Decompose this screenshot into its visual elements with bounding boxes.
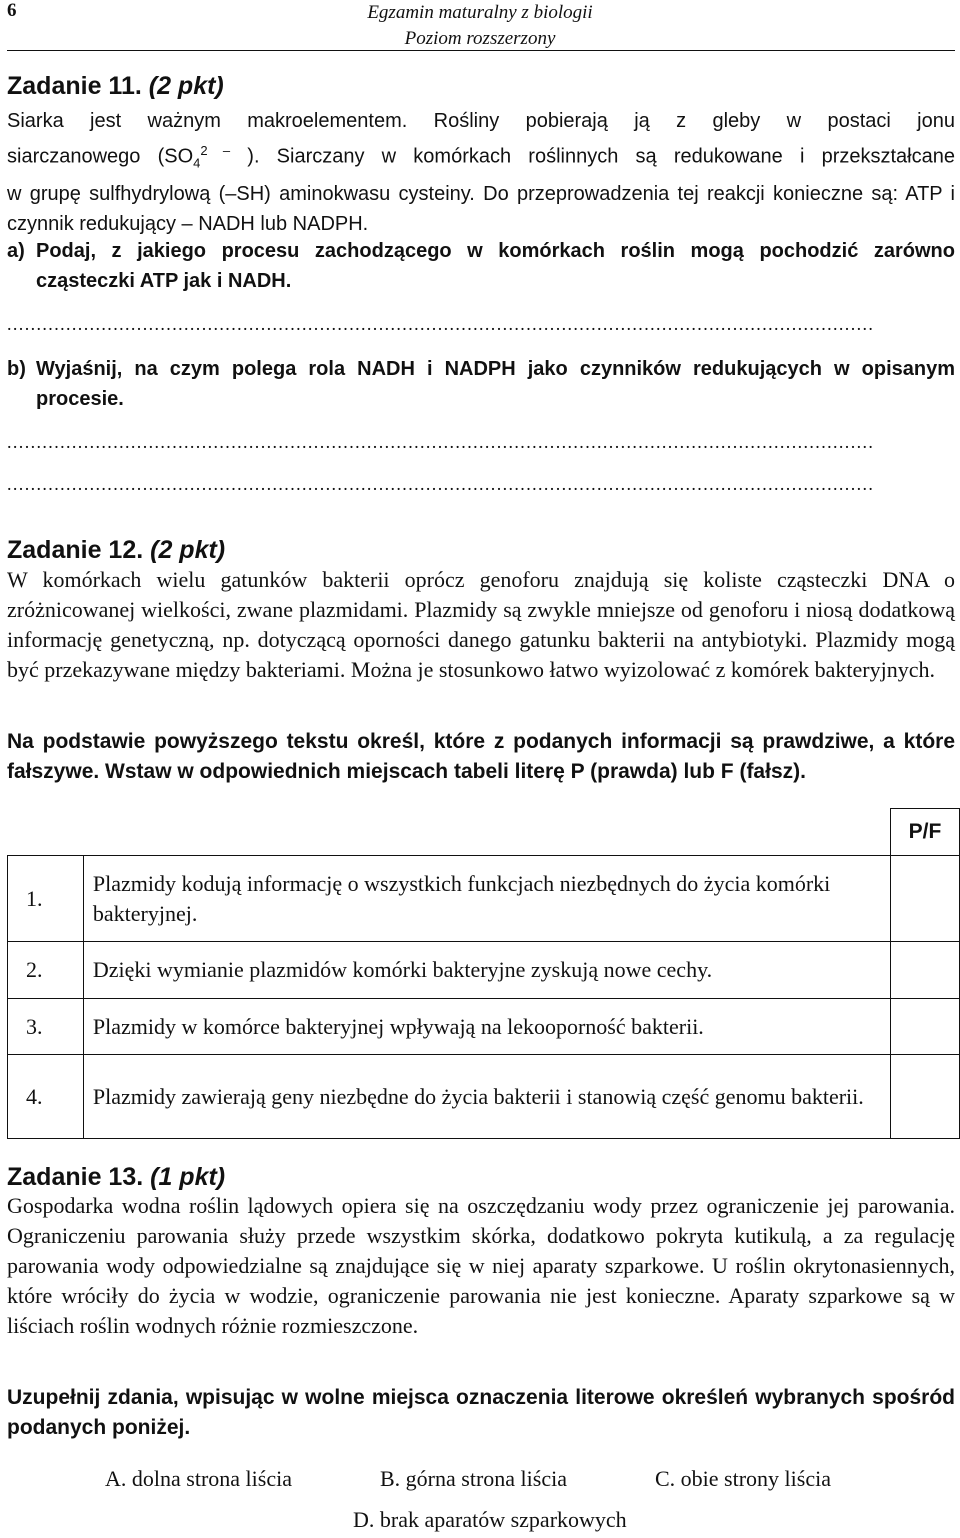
task13-heading — [7, 1163, 225, 1192]
task12-heading — [7, 536, 225, 565]
pf-answer-cell[interactable] — [890, 856, 959, 942]
answer-line-b1[interactable]: ................................................................................................................................................... — [7, 432, 875, 452]
question-a-text: Podaj, z jakiego procesu zachodzącego w komórkach roślin mogą pochodzić zarówno cząsteczki ATP jak i NADH. — [36, 240, 955, 292]
question-a-label: a) — [7, 240, 25, 262]
page-header-title — [0, 0, 960, 52]
table-row — [8, 942, 960, 999]
task13-title: Zadanie 13. — [7, 1163, 144, 1191]
task12-title: Zadanie 12. — [7, 536, 144, 564]
table-header-blank — [83, 809, 890, 856]
sulfate-subscript: 4 — [193, 155, 201, 171]
page-number: 6 — [7, 0, 17, 21]
header-title-line2: Poziom rozszerzony — [404, 28, 556, 49]
pf-answer-cell[interactable] — [890, 1055, 959, 1139]
pf-answer-cell[interactable] — [890, 942, 959, 999]
task12-points: (2 pkt) — [150, 536, 226, 564]
table-row — [8, 999, 960, 1055]
task11-title: Zadanie 11. — [7, 72, 142, 100]
task11-intro-line2-pre: siarczanowego (SO — [7, 145, 194, 168]
table-row — [8, 1055, 960, 1139]
true-false-table — [7, 808, 960, 1139]
task11-intro-line2 — [7, 136, 955, 179]
table-header-blank — [8, 809, 84, 856]
option-a: A. dolna strona liścia — [105, 1466, 292, 1491]
pf-column-header: P/F — [890, 809, 959, 856]
option-c: C. obie strony liścia — [655, 1466, 831, 1491]
header-title-line1: Egzamin maturalny z biologii — [367, 2, 593, 23]
row-statement: Plazmidy kodują informację o wszystkich funkcjach niezbędnych do życia komórki bakteryjnej. — [83, 856, 890, 942]
answer-line-a[interactable]: ................................................................................................................................................... — [7, 314, 875, 334]
row-number: 3. — [8, 999, 84, 1055]
task13-points: (1 pkt) — [150, 1163, 226, 1191]
question-b-text: Wyjaśnij, na czym polega rola NADH i NADPH jako czynników redukujących w opisanym procesie. — [36, 358, 955, 410]
task12-instruction — [7, 727, 955, 787]
option-d: D. brak aparatów szparkowych — [353, 1507, 627, 1532]
task13-intro: Gospodarka wodna roślin lądowych opiera się na oszczędzaniu wody przez ograniczenie jej parowania. Ograniczeniu parowania służy przede wszystkim skórka, dodatkowo pokryta kutikulą, a za regulację parowania wody odpowiedzialne są znajdujące się w niej aparaty szparkowe. U roślin okrytonasiennych, które wróciły do życia w wodzie, ograniczenie parowania nie jest konieczne. Aparaty szparkowe są w liściach roślin wodnych różnie rozmieszczone. — [7, 1193, 955, 1338]
task13-instruction-text: Uzupełnij zdania, wpisując w wolne miejsca oznaczenia literowe określeń wybranych spośród podanych poniżej. — [7, 1386, 955, 1439]
row-number: 4. — [8, 1055, 84, 1139]
row-number: 1. — [8, 856, 84, 942]
option-b: B. górna strona liścia — [380, 1466, 567, 1491]
task13-instruction — [7, 1383, 955, 1443]
row-statement: Plazmidy zawierają geny niezbędne do życia bakterii i stanowią część genomu bakterii. — [83, 1055, 890, 1139]
question-b-label: b) — [7, 358, 26, 380]
pf-answer-cell[interactable] — [890, 999, 959, 1055]
task11-heading — [7, 72, 224, 101]
task11-intro-line1: Siarka jest ważnym makroelementem. Rośliny pobierają ją z gleby w postaci jonu — [7, 110, 955, 132]
row-statement: Plazmidy w komórce bakteryjnej wpływają na lekooporność bakterii. — [83, 999, 890, 1055]
sulfate-superscript: 2 – — [200, 143, 231, 158]
task12-instruction-text: Na podstawie powyższego tekstu określ, które z podanych informacji są prawdziwe, a które fałszywe. Wstaw w odpowiednich miejscach tabeli literę P (prawda) lub F (fałsz). — [7, 730, 955, 783]
task11-points: (2 pkt) — [148, 72, 224, 100]
row-statement: Dzięki wymianie plazmidów komórki bakteryjne zyskują nowe cechy. — [83, 942, 890, 999]
task12-intro: W komórkach wielu gatunków bakterii oprócz genoforu znajdują się koliste cząsteczki DNA o zróżnicowanej wielkości, zwane plazmidami. Plazmidy są zwykle mniejsze od genoforu i niosą dodatkową informację genetyczną, np. dotyczącą oporności danego gatunku bakterii na antybiotyki. Plazmidy mogą być przekazywane między bakteriami. Można je stosunkowo łatwo wyizolować z komórek bakteryjnych. — [7, 567, 955, 682]
row-number: 2. — [8, 942, 84, 999]
header-divider — [7, 50, 955, 51]
task11-intro-line2-post: ). Siarczany w komórkach roślinnych są redukowane i przekształcane — [247, 145, 955, 168]
task11-intro — [7, 106, 955, 239]
answer-line-b2[interactable]: ................................................................................................................................................... — [7, 474, 875, 494]
table-row — [8, 856, 960, 942]
task11-intro-rest: w grupę sulfhydrylową (–SH) aminokwasu cysteiny. Do przeprowadzenia tej reakcji konieczne są: ATP i czynnik redukujący – NADH lub NADPH. — [7, 182, 955, 235]
task11-question-b — [7, 354, 955, 414]
task11-question-a — [7, 236, 955, 296]
